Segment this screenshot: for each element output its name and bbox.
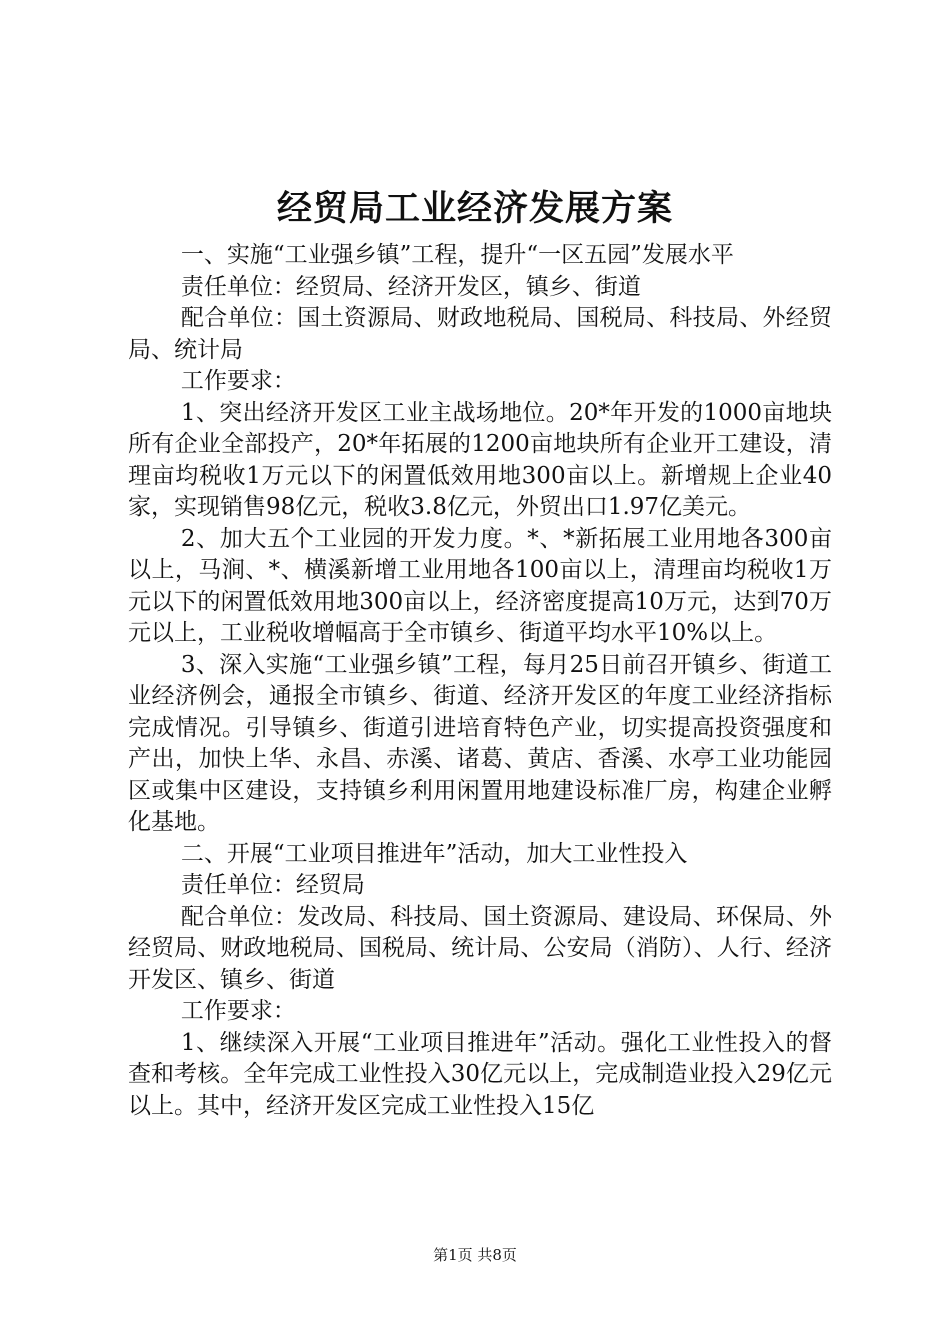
section-heading: 一、实施“工业强乡镇”工程，提升“一区五园”发展水平 [180, 242, 734, 268]
paragraph: 1、继续深入开展“工业项目推进年”活动。强化工业性投入的督查和考核。全年完成工业性投入30亿元以上，完成制造业投入29亿元以上。其中，经济开发区完成工业性投入15亿 [128, 1029, 832, 1119]
paragraph: 工作要求： [180, 368, 296, 394]
paragraph: 责任单位：经贸局、经济开发区，镇乡、街道 [180, 273, 641, 300]
paragraph: 责任单位：经贸局 [180, 872, 365, 898]
paragraph: 3、深入实施“工业强乡镇”工程，每月25日前召开镇乡、街道工业经济例会，通报全市镇乡、街道、经济开发区的年度工业经济指标完成情况。引导镇乡、街道引进培育特色产业，切实提高投资强度和产出，加快上华、永昌、赤溪、诸葛、黄店、香溪、水亭工业功能园区或集中区建设，支持镇乡利用闲置用地建设标准厂房，构建企业孵化基地。 [128, 651, 832, 835]
paragraph: 配合单位：国土资源局、财政地税局、国税局、科技局、外经贸局、统计局 [128, 305, 832, 363]
paragraph: 工作要求： [180, 998, 296, 1024]
paragraph: 1、突出经济开发区工业主战场地位。20*年开发的1000亩地块所有企业全部投产，20*年拓展的1200亩地块所有企业开工建设，清理亩均税收1万元以下的闲置低效用地300亩以上。新增规上企业40家，实现销售98亿元，税收3.8亿元，外贸出口1.97亿美元。 [128, 399, 832, 520]
document-body [128, 240, 832, 1122]
paragraph: 2、加大五个工业园的开发力度。*、*新拓展工业用地各300亩以上，马涧、*、横溪新增工业用地各100亩以上，清理亩均税收1万元以下的闲置低效用地300亩以上，经济密度提高10万元，达到70万元以上，工业税收增幅高于全市镇乡、街道平均水平10%以上。 [128, 525, 832, 646]
document-title: 经贸局工业经济发展方案 [276, 188, 673, 229]
paragraph: 配合单位：发改局、科技局、国土资源局、建设局、环保局、外经贸局、财政地税局、国税局、统计局、公安局（消防）、人行、经济开发区、镇乡、街道 [128, 903, 832, 993]
section-heading: 二、开展“工业项目推进年”活动，加大工业性投入 [180, 840, 688, 867]
page-footer: 第1页 共8页 [433, 1246, 517, 1264]
